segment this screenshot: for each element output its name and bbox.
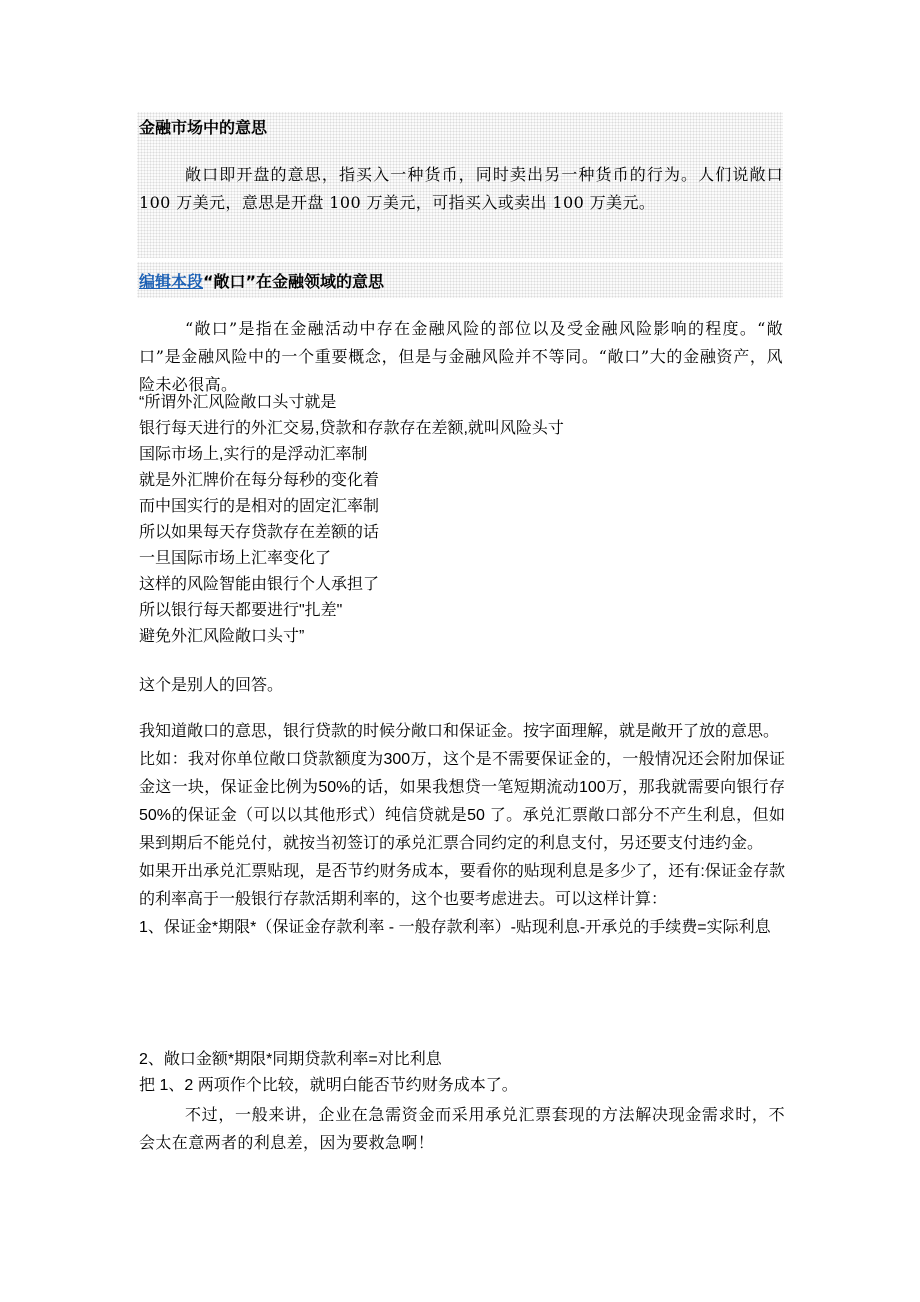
answer-paragraph: 1、保证金*期限*（保证金存款利率 - 一般存款利率）-贴现利息-开承兑的手续费=实际利息 [139, 919, 771, 936]
quote-line: 银行每天进行的外汇交易,贷款和存款存在差额,就叫风险头寸 [139, 420, 564, 437]
section-paragraph-2: “敞口”是指在金融活动中存在金融风险的部位以及受金融风险影响的程度。“敞口”是金融风险中的一个重要概念，但是与金融风险并不等同。“敞口”大的金融资产，风险未必很高。 [139, 319, 783, 394]
answer-block [139, 718, 785, 942]
quote-line: 一旦国际市场上汇率变化了 [139, 550, 332, 567]
quote-block [139, 390, 789, 650]
edit-section-link[interactable]: 编辑本段 [139, 272, 204, 291]
answer-paragraph: 如果开出承兑汇票贴现，是否节约财务成本，要看你的贴现利息是多少了，还有:保证金存款的利率高于一般银行存款活期利率的，这个也要考虑进去。可以这样计算： [139, 863, 785, 908]
quote-line: 这样的风险智能由银行个人承担了 [139, 576, 380, 593]
section-heading-1: 金融市场中的意思 [139, 118, 268, 137]
formula-2: 2、敞口金额*期限*同期贷款利率=对比利息 [139, 1051, 442, 1068]
closing-paragraph: 不过，一般来讲，企业在急需资金而采用承兑汇票套现的方法解决现金需求时，不会太在意两者的利息差，因为要救急啊！ [139, 1105, 785, 1152]
quote-line: 所以银行每天都要进行"扎差" [139, 602, 343, 619]
compare-text: 把 1、2 两项作个比较，就明白能否节约财务成本了。 [139, 1077, 518, 1094]
quote-line: 所以如果每天存贷款存在差额的话 [139, 524, 380, 541]
quote-line: 避免外汇风险敞口头寸” [139, 628, 305, 645]
quote-line: “所谓外汇风险敞口头寸就是 [139, 394, 337, 411]
section-heading-2 [139, 271, 384, 293]
quote-line: 而中国实行的是相对的固定汇率制 [139, 498, 380, 515]
answer-paragraph: 我知道敞口的意思，银行贷款的时候分敞口和保证金。按字面理解，就是敞开了放的意思。 [139, 723, 780, 740]
note-text: 这个是别人的回答。 [139, 677, 284, 694]
answer-paragraph: 比如：我对你单位敞口贷款额度为300万，这个是不需要保证金的，一般情况还会附加保证金这一块，保证金比例为50%的话，如果我想贷一笔短期流动100万，那我就需要向银行存50%的保证金（可以以其他形式）纯信贷就是50 了。承兑汇票敞口部分不产生利息，但如果到期后不能兑付，就按当初签订的承兑汇票合同约定的利息支付，另还要支付违约金。 [139, 751, 785, 852]
section-heading-2-text: “敞口”在金融领域的意思 [203, 272, 385, 291]
quote-line: 国际市场上,实行的是浮动汇率制 [139, 446, 368, 463]
section-paragraph-1: 敞口即开盘的意思，指买入一种货币，同时卖出另一种货币的行为。人们说敞口 100 万美元，意思是开盘 100 万美元，可指买入或卖出 100 万美元。 [139, 165, 783, 212]
quote-line: 就是外汇牌价在每分每秒的变化着 [139, 472, 380, 489]
